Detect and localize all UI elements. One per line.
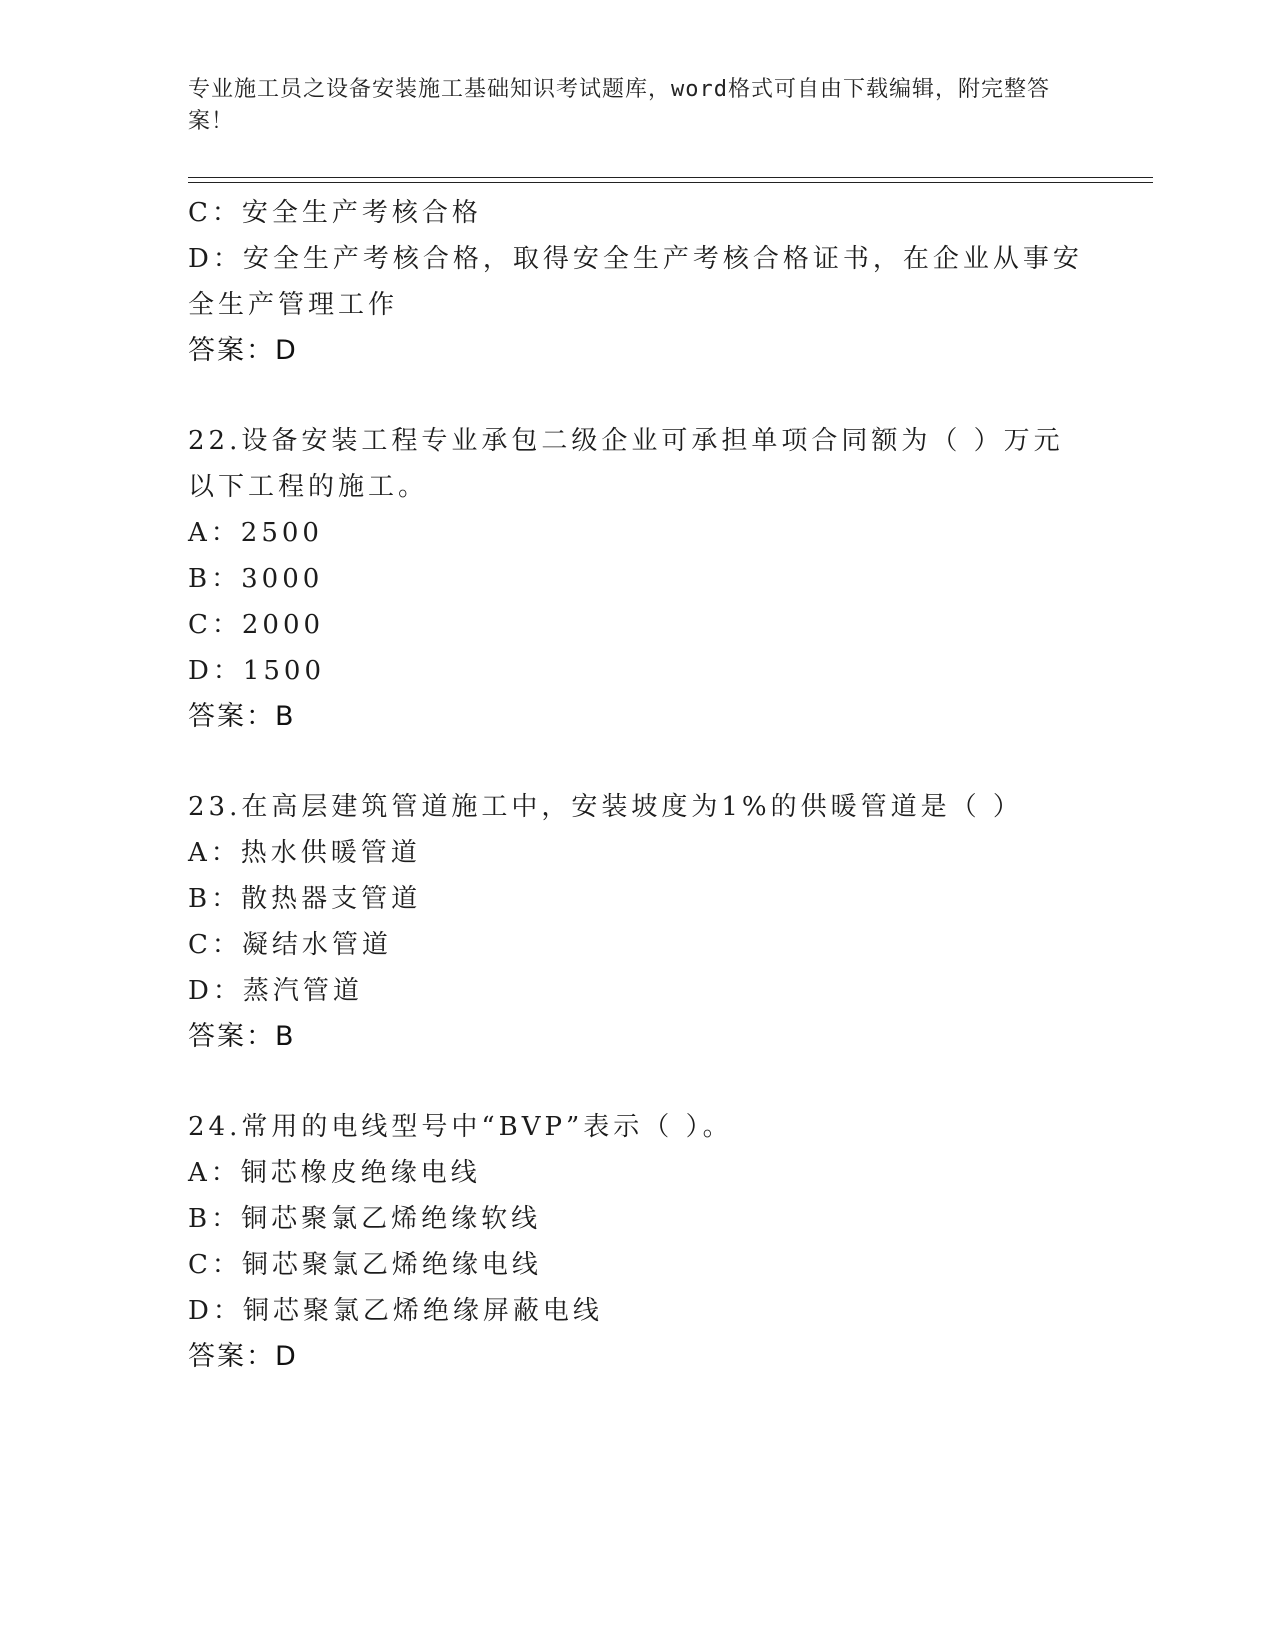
spacer	[188, 1060, 1088, 1104]
question-block	[188, 418, 1088, 740]
option-d: D：安全生产考核合格，取得安全生产考核合格证书，在企业从事安全生产管理工作	[188, 244, 1083, 320]
option-a: A：2500	[188, 518, 323, 548]
question-list	[188, 190, 1088, 1380]
option-c: C：2000	[188, 610, 325, 640]
spacer	[188, 374, 1088, 418]
question-text: 22.设备安装工程专业承包二级企业可承担单项合同额为（ ）万元以下工程的施工。	[188, 426, 1064, 502]
option-c: C：安全生产考核合格	[188, 198, 482, 228]
question-text: 24.常用的电线型号中“BVP”表示（ ）。	[188, 1112, 733, 1142]
option-a: A：热水供暖管道	[188, 838, 421, 868]
option-a: A：铜芯橡皮绝缘电线	[188, 1158, 481, 1188]
option-d: D：铜芯聚氯乙烯绝缘屏蔽电线	[188, 1296, 603, 1326]
option-d: D：1500	[188, 656, 326, 686]
question-block	[188, 784, 1088, 1060]
question-text: 23.在高层建筑管道施工中，安装坡度为1%的供暖管道是（ ）	[188, 792, 1023, 822]
question-block	[188, 190, 1088, 374]
spacer	[188, 740, 1088, 784]
header-divider-top	[188, 177, 1153, 178]
option-b: B：散热器支管道	[188, 884, 422, 914]
option-d: D：蒸汽管道	[188, 976, 363, 1006]
option-c: C：凝结水管道	[188, 930, 392, 960]
question-block	[188, 1104, 1088, 1380]
answer-line: 答案：D	[188, 1341, 298, 1372]
answer-line: 答案：B	[188, 701, 296, 732]
page-header: 专业施工员之设备安装施工基础知识考试题库，word格式可自由下载编辑，附完整答案！	[188, 77, 1050, 134]
option-b: B：3000	[188, 564, 324, 594]
option-c: C：铜芯聚氯乙烯绝缘电线	[188, 1250, 542, 1280]
answer-line: 答案：B	[188, 1021, 296, 1052]
option-b: B：铜芯聚氯乙烯绝缘软线	[188, 1204, 542, 1234]
answer-line: 答案：D	[188, 335, 298, 366]
header-divider-bottom	[188, 182, 1153, 183]
